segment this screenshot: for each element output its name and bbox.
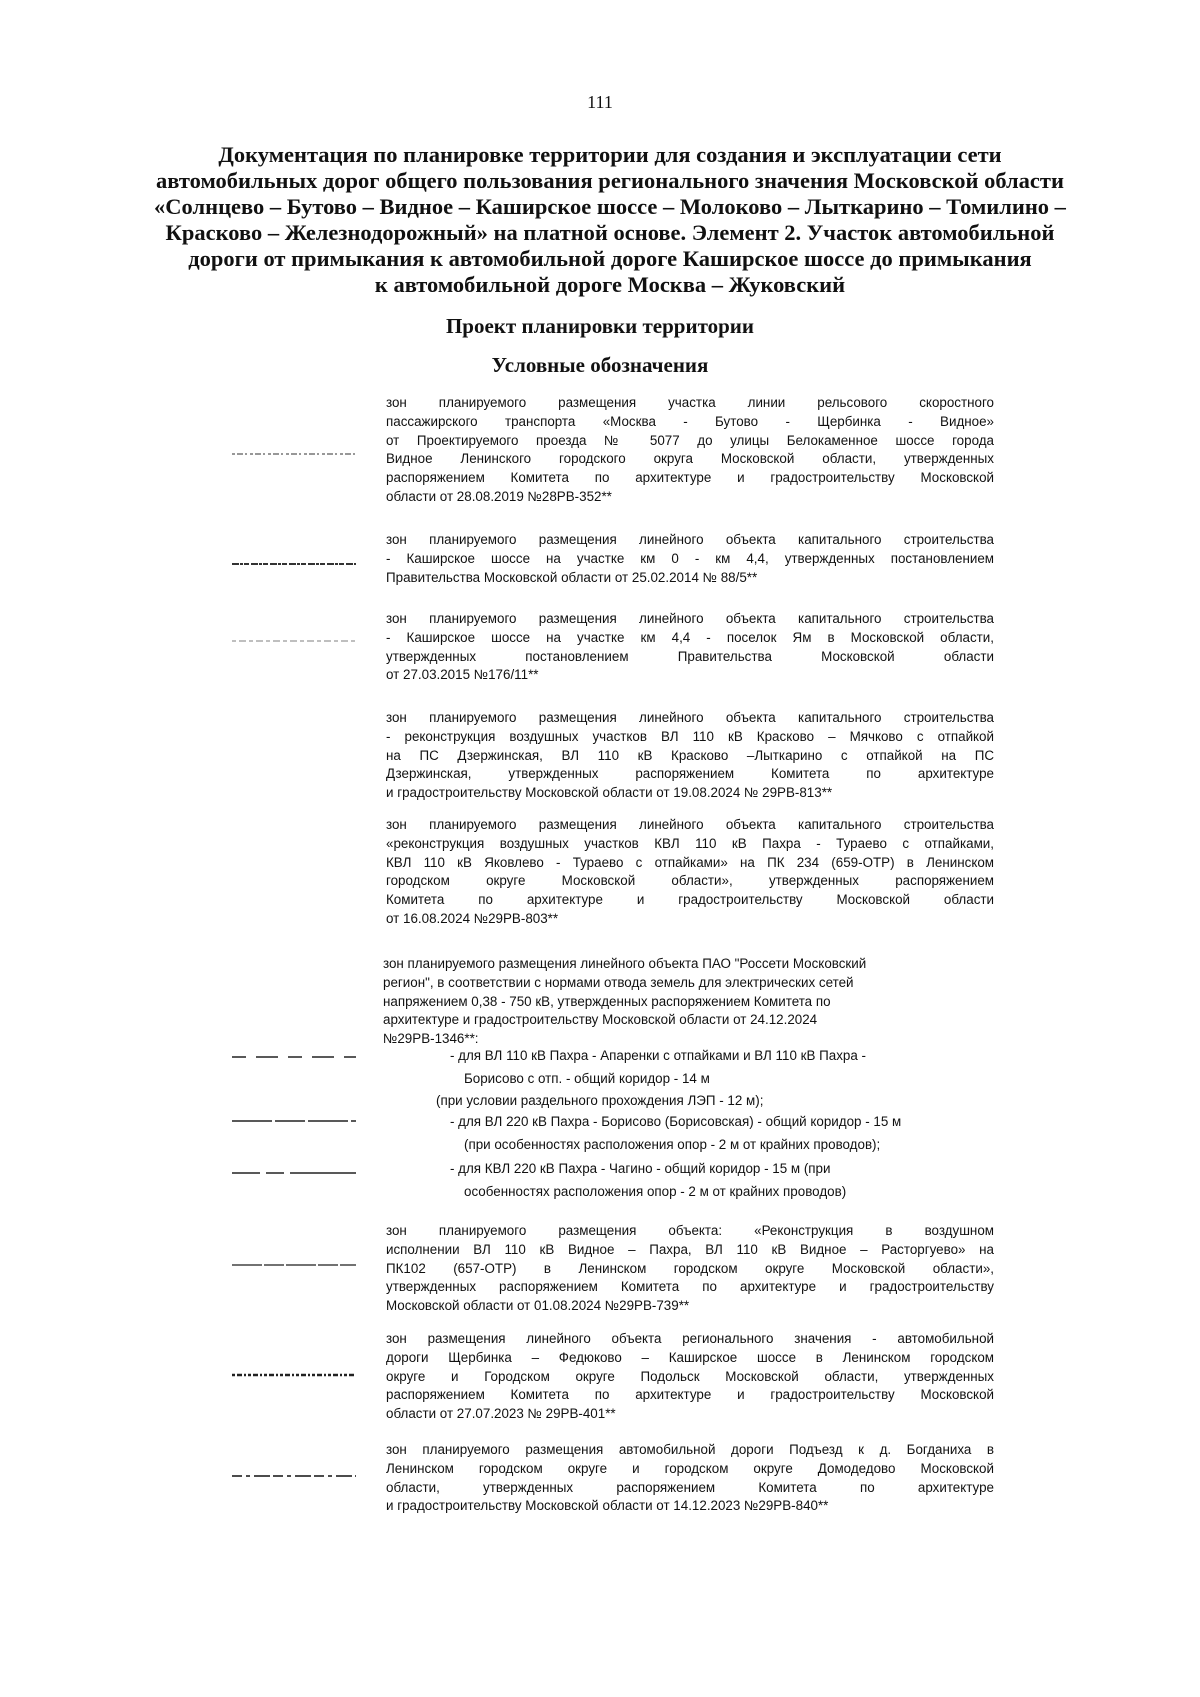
- legend-entry-rosseti: [383, 955, 973, 1049]
- entry-line: распоряжением Комитета по архитектуре и градостроительству Московской: [386, 1387, 994, 1403]
- entry-line: - Каширское шоссе на участке км 0 - км 4,4, утвержденных постановлением: [386, 550, 994, 566]
- entry-line: №29РВ-1346**:: [383, 1031, 479, 1047]
- legend-entry-rail: [386, 394, 994, 507]
- sub-item-line: (при условии раздельного прохождения ЛЭП - 12 м);: [436, 1093, 764, 1108]
- sub-item-line: (при особенностях расположения опор - 2 м от крайних проводов);: [464, 1137, 881, 1152]
- entry-line: на ПС Дзержинская, ВЛ 110 кВ Красково –Лыткарино с отпайкой на ПС: [386, 747, 994, 763]
- entry-line: от Проектируемого проезда № 5077 до улицы Белокаменное шоссе города: [386, 432, 994, 448]
- entry-line: - Каширское шоссе на участке км 4,4 - поселок Ям в Московской области,: [386, 629, 994, 645]
- entry-line: Правительства Московской области от 25.02.2014 № 88/5**: [386, 569, 758, 585]
- title-line: «Солнцево – Бутово – Видное – Каширское шоссе – Молоково – Лыткарино – Томилино –: [154, 194, 1066, 219]
- entry-line: зон планируемого размещения объекта: «Реконструкция в воздушном: [386, 1223, 994, 1238]
- entry-line: Московской области от 01.08.2024 №29РВ-739**: [386, 1298, 690, 1314]
- entry-line: Видное Ленинского городского округа Московской области, утвержденных: [386, 451, 994, 467]
- entry-line: зон планируемого размещения линейного объекта капитального строительства: [386, 710, 994, 725]
- entry-line: зон планируемого размещения линейного объекта капитального строительства: [386, 817, 994, 832]
- legend-symbol-corridor-15m: [232, 1119, 356, 1123]
- document-title: [140, 142, 1080, 298]
- entry-line: зон размещения линейного объекта регионального значения - автомобильной: [386, 1331, 994, 1346]
- legend-entry-kashirskoe-0-4: [386, 531, 994, 587]
- legend-symbol-rail: [232, 452, 356, 456]
- sub-item-line: - для ВЛ 220 кВ Пахра - Борисово (Борисовская) - общий коридор - 15 м: [450, 1114, 902, 1129]
- legend-symbol-bogdanikha-road: [232, 1474, 356, 1478]
- page-number: 111: [587, 92, 613, 112]
- entry-line: области от 28.08.2019 №28РВ-352**: [386, 488, 612, 504]
- entry-line: и градостроительству Московской области от 19.08.2024 № 29РВ-813**: [386, 785, 833, 801]
- entry-line: КВЛ 110 кВ Яковлево - Тураево с отпайками» на ПК 234 (659-ОТР) в Ленинском: [386, 854, 994, 870]
- legend-entry-vl-110-vidnoe: [386, 1222, 994, 1316]
- legend-entry-kvl-110-pakhra: [386, 816, 994, 929]
- legend-symbol-kashirskoe-0-4: [232, 562, 356, 566]
- title-line: Документация по планировке территории для создания и эксплуатации сети: [218, 142, 1002, 167]
- entry-line: округе и Городском округе Подольск Московской области, утвержденных: [386, 1368, 994, 1384]
- legend-entry-kashirskoe-4-yam: [386, 610, 994, 685]
- legend-symbol-corridor-kvl-220: [232, 1171, 356, 1175]
- legend-symbol-regional-road: [232, 1373, 356, 1377]
- entry-line: и градостроительству Московской области от 14.12.2023 №29РВ-840**: [386, 1498, 829, 1514]
- entry-line: утвержденных распоряжением Комитета по архитектуре и градостроительству: [386, 1279, 994, 1295]
- entry-line: «реконструкция воздушных участков КВЛ 110 кВ Пахра - Тураево с отпайками,: [386, 835, 994, 851]
- title-line: к автомобильной дороге Москва – Жуковский: [374, 272, 846, 297]
- entry-line: утвержденных постановлением Правительства Московской области: [386, 648, 994, 664]
- entry-line: от 16.08.2024 №29РВ-803**: [386, 910, 559, 926]
- entry-line: зон планируемого размещения автомобильной дороги Подъезд к д. Богданиха в: [386, 1442, 994, 1457]
- legend-entry-vl-110-krasskovo: [386, 709, 994, 803]
- entry-line: области, утвержденных распоряжением Комитета по архитектуре: [386, 1479, 994, 1495]
- title-line: Красково – Железнодорожный» на платной основе. Элемент 2. Участок автомобильной: [165, 220, 1055, 245]
- entry-line: регион", в соответствии с нормами отвода земель для электрических сетей: [383, 974, 854, 990]
- entry-line: - реконструкция воздушных участков ВЛ 110 кВ Красково – Мячково с отпайкой: [386, 728, 994, 744]
- entry-line: зон планируемого размещения участка линии рельсового скоростного: [386, 395, 994, 410]
- entry-line: городском округе Московской области», утвержденных распоряжением: [386, 873, 994, 889]
- sub-item-line: - для КВЛ 220 кВ Пахра - Чагино - общий коридор - 15 м (при: [450, 1161, 831, 1176]
- legend-heading: Условные обозначения: [491, 353, 709, 377]
- entry-line: Комитета по архитектуре и градостроительству Московской области: [386, 892, 994, 908]
- entry-line: исполнении ВЛ 110 кВ Видное – Пахра, ВЛ 110 кВ Видное – Расторгуево» на: [386, 1241, 994, 1257]
- legend-entry-bogdanikha-road: [386, 1441, 994, 1516]
- entry-line: ПК102 (657-ОТР) в Ленинском городском округе Московской области»,: [386, 1260, 994, 1276]
- entry-line: области от 27.07.2023 № 29РВ-401**: [386, 1406, 616, 1422]
- entry-line: зон планируемого размещения линейного объекта ПАО "Россети Московский: [383, 956, 867, 971]
- title-line: дороги от примыкания к автомобильной дороге Каширское шоссе до примыкания: [188, 246, 1032, 271]
- sub-item-line: особенностях расположения опор - 2 м от крайних проводов): [464, 1184, 847, 1199]
- entry-line: зон планируемого размещения линейного объекта капитального строительства: [386, 532, 994, 547]
- title-line: автомобильных дорог общего пользования регионального значения Московской области: [156, 168, 1064, 193]
- legend-entry-regional-road: [386, 1330, 994, 1424]
- entry-line: Дзержинская, утвержденных распоряжением Комитета по архитектуре: [386, 766, 994, 782]
- entry-line: Ленинском городском округе и городском округе Домодедово Московской: [386, 1460, 994, 1476]
- sub-item-line: Борисово с отп. - общий коридор - 14 м: [464, 1071, 710, 1086]
- entry-line: архитектуре и градостроительству Московской области от 24.12.2024: [383, 1012, 818, 1028]
- legend-symbol-vl-110-vidnoe: [232, 1263, 356, 1267]
- entry-line: зон планируемого размещения линейного объекта капитального строительства: [386, 611, 994, 626]
- entry-line: дороги Щербинка – Федюково – Каширское шоссе в Ленинском городском: [386, 1349, 994, 1365]
- entry-line: пассажирского транспорта «Москва - Бутово - Щербинка - Видное»: [386, 413, 994, 429]
- legend-symbol-corridor-14m: [232, 1055, 356, 1059]
- legend-symbol-kashirskoe-4-yam: [232, 639, 356, 643]
- entry-line: напряжением 0,38 - 750 кВ, утвержденных распоряжением Комитета по: [383, 993, 831, 1009]
- subtitle: Проект планировки территории: [445, 314, 755, 338]
- entry-line: распоряжением Комитета по архитектуре и градостроительству Московской: [386, 470, 994, 486]
- sub-item-line: - для ВЛ 110 кВ Пахра - Апаренки с отпайками и ВЛ 110 кВ Пахра -: [450, 1048, 866, 1063]
- entry-line: от 27.03.2015 №176/11**: [386, 667, 539, 683]
